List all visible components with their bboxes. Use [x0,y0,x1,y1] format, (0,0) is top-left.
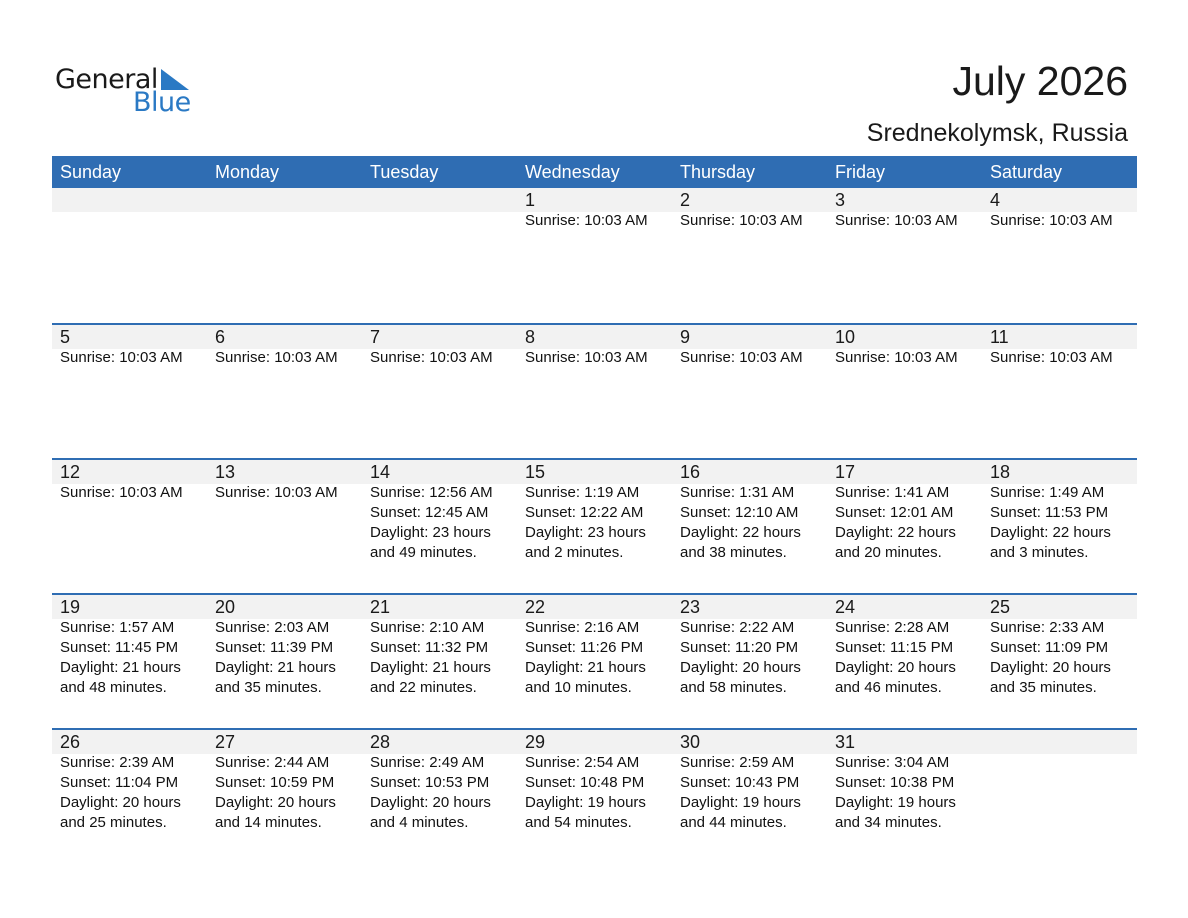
day-number: 4 [990,190,1001,210]
day-number: 14 [370,462,391,482]
day-number [60,189,207,211]
day-number: 19 [60,597,81,617]
day-cell [982,595,1137,728]
week-days [52,595,1137,728]
day-number [215,189,362,211]
calendar-week [52,323,1137,458]
sunset-text: Sunset: 11:04 PM [60,774,179,791]
daylight-minutes-text: and 58 minutes. [680,679,787,696]
day-number: 9 [680,327,691,347]
weekday-sunday: Sunday [60,162,122,182]
day-cell [517,325,672,458]
empty-day-cell [207,188,362,323]
sunset-text: Sunset: 11:20 PM [680,639,799,656]
sunrise-text: Sunrise: 1:49 AM [990,484,1105,501]
sunrise-text: Sunrise: 10:03 AM [370,349,493,366]
daylight-text: Daylight: 22 hours [680,524,801,541]
weekday-saturday: Saturday [990,162,1063,182]
day-cell [827,730,982,863]
day-number: 20 [215,597,236,617]
sunset-text: Sunset: 12:10 AM [680,504,799,521]
day-cell [827,460,982,593]
day-cell [517,188,672,323]
daylight-minutes-text: and 48 minutes. [60,679,167,696]
day-number: 25 [990,597,1011,617]
day-cell [52,730,207,863]
day-cell [672,188,827,323]
daylight-minutes-text: and 44 minutes. [680,814,787,831]
day-cell [517,460,672,593]
sunrise-text: Sunrise: 10:03 AM [990,349,1113,366]
daylight-minutes-text: and 4 minutes. [370,814,469,831]
daylight-minutes-text: and 49 minutes. [370,544,477,561]
day-number [990,731,1137,753]
location-subtitle: Srednekolymsk, Russia [866,119,1128,147]
day-cell [827,595,982,728]
daylight-minutes-text: and 2 minutes. [525,544,624,561]
empty-day-cell [52,188,207,323]
sunrise-text: Sunrise: 10:03 AM [525,349,648,366]
daylight-minutes-text: and 25 minutes. [60,814,167,831]
weekday-header [52,156,1137,188]
day-number: 30 [680,732,701,752]
day-cell [362,460,517,593]
calendar-week [52,593,1137,728]
day-number: 27 [215,732,236,752]
day-cell [827,188,982,323]
sunrise-text: Sunrise: 2:16 AM [525,619,640,636]
weekday-monday: Monday [215,162,280,182]
daylight-text: Daylight: 20 hours [370,794,491,811]
daylight-text: Daylight: 20 hours [680,659,801,676]
day-cell [672,325,827,458]
sunrise-text: Sunrise: 2:44 AM [215,754,330,771]
logo-general-text: General [55,64,158,95]
sunrise-text: Sunrise: 2:10 AM [370,619,485,636]
day-number: 23 [680,597,701,617]
day-cell [362,325,517,458]
logo-blue-text: Blue [133,87,191,118]
daylight-text: Daylight: 23 hours [525,524,646,541]
daylight-text: Daylight: 22 hours [835,524,956,541]
week-days [52,730,1137,863]
sunset-text: Sunset: 11:32 PM [370,639,489,656]
sunrise-text: Sunrise: 10:03 AM [215,484,338,501]
sunrise-text: Sunrise: 12:56 AM [370,484,493,501]
sunrise-text: Sunrise: 10:03 AM [60,484,183,501]
sunset-text: Sunset: 12:01 AM [835,504,954,521]
sunrise-text: Sunrise: 10:03 AM [60,349,183,366]
sunset-text: Sunset: 10:38 PM [835,774,955,791]
sunrise-text: Sunrise: 2:49 AM [370,754,485,771]
sunrise-text: Sunrise: 1:19 AM [525,484,640,501]
daylight-minutes-text: and 3 minutes. [990,544,1089,561]
day-number: 29 [525,732,546,752]
sunset-text: Sunset: 10:48 PM [525,774,645,791]
day-cell [827,325,982,458]
daylight-minutes-text: and 34 minutes. [835,814,942,831]
day-number: 22 [525,597,546,617]
empty-day-cell [982,730,1137,863]
day-number: 15 [525,462,546,482]
daylight-text: Daylight: 19 hours [525,794,646,811]
day-number: 6 [215,327,226,347]
sunrise-text: Sunrise: 10:03 AM [215,349,338,366]
sunset-text: Sunset: 10:59 PM [215,774,335,791]
daylight-text: Daylight: 20 hours [60,794,181,811]
sunrise-text: Sunrise: 2:28 AM [835,619,950,636]
day-cell [672,460,827,593]
day-number: 21 [370,597,391,617]
daylight-text: Daylight: 20 hours [215,794,336,811]
daylight-text: Daylight: 21 hours [215,659,336,676]
day-cell [207,595,362,728]
day-number: 16 [680,462,701,482]
daylight-minutes-text: and 35 minutes. [215,679,322,696]
sunset-text: Sunset: 11:15 PM [835,639,954,656]
day-cell [982,188,1137,323]
daylight-text: Daylight: 22 hours [990,524,1111,541]
logo [55,64,215,120]
sunrise-text: Sunrise: 10:03 AM [990,212,1113,229]
sunrise-text: Sunrise: 10:03 AM [835,212,958,229]
daylight-minutes-text: and 46 minutes. [835,679,942,696]
day-number: 8 [525,327,536,347]
daylight-text: Daylight: 19 hours [680,794,801,811]
sunset-text: Sunset: 10:53 PM [370,774,490,791]
daylight-minutes-text: and 38 minutes. [680,544,787,561]
daylight-minutes-text: and 14 minutes. [215,814,322,831]
sunrise-text: Sunrise: 2:39 AM [60,754,175,771]
weekday-thursday: Thursday [680,162,756,182]
sunrise-text: Sunrise: 2:54 AM [525,754,640,771]
sunset-text: Sunset: 11:09 PM [990,639,1109,656]
week-days [52,188,1137,323]
calendar-week [52,188,1137,323]
sunset-text: Sunset: 11:26 PM [525,639,644,656]
day-cell [207,460,362,593]
sunset-text: Sunset: 11:39 PM [215,639,334,656]
sunrise-text: Sunrise: 3:04 AM [835,754,950,771]
sunrise-text: Sunrise: 2:59 AM [680,754,795,771]
sunrise-text: Sunrise: 10:03 AM [835,349,958,366]
day-cell [52,595,207,728]
day-number: 31 [835,732,856,752]
day-number [370,189,517,211]
sunset-text: Sunset: 11:53 PM [990,504,1109,521]
calendar-week [52,728,1137,863]
sunrise-text: Sunrise: 10:03 AM [680,349,803,366]
daylight-text: Daylight: 19 hours [835,794,956,811]
day-number: 3 [835,190,846,210]
day-cell [517,595,672,728]
daylight-minutes-text: and 20 minutes. [835,544,942,561]
daylight-text: Daylight: 21 hours [60,659,181,676]
sunrise-text: Sunrise: 2:33 AM [990,619,1105,636]
day-cell [362,595,517,728]
empty-day-cell [362,188,517,323]
day-cell [52,325,207,458]
sunrise-text: Sunrise: 10:03 AM [525,212,648,229]
daylight-text: Daylight: 20 hours [990,659,1111,676]
day-cell [672,730,827,863]
day-cell [982,460,1137,593]
sunrise-text: Sunrise: 1:57 AM [60,619,175,636]
sunset-text: Sunset: 12:22 AM [525,504,644,521]
daylight-minutes-text: and 54 minutes. [525,814,632,831]
sunrise-text: Sunrise: 10:03 AM [680,212,803,229]
day-number: 17 [835,462,856,482]
day-cell [207,325,362,458]
day-number: 2 [680,190,691,210]
day-number: 12 [60,462,81,482]
day-number: 18 [990,462,1011,482]
day-cell [362,730,517,863]
daylight-text: Daylight: 23 hours [370,524,491,541]
daylight-minutes-text: and 35 minutes. [990,679,1097,696]
calendar-week [52,458,1137,593]
daylight-minutes-text: and 22 minutes. [370,679,477,696]
weekday-wednesday: Wednesday [525,162,620,182]
sunrise-text: Sunrise: 2:22 AM [680,619,795,636]
sunrise-text: Sunrise: 1:41 AM [835,484,950,501]
day-number: 24 [835,597,856,617]
week-days [52,325,1137,458]
day-number: 26 [60,732,81,752]
day-cell [982,325,1137,458]
day-number: 1 [525,190,536,210]
weekday-tuesday: Tuesday [370,162,439,182]
sunrise-text: Sunrise: 2:03 AM [215,619,330,636]
day-cell [517,730,672,863]
daylight-minutes-text: and 10 minutes. [525,679,632,696]
day-number: 13 [215,462,236,482]
daylight-text: Daylight: 21 hours [370,659,491,676]
daylight-text: Daylight: 20 hours [835,659,956,676]
weekday-friday: Friday [835,162,886,182]
day-number: 7 [370,327,381,347]
day-cell [52,460,207,593]
sunset-text: Sunset: 10:43 PM [680,774,800,791]
daylight-text: Daylight: 21 hours [525,659,646,676]
sunrise-text: Sunrise: 1:31 AM [680,484,795,501]
sunset-text: Sunset: 11:45 PM [60,639,179,656]
day-number: 11 [990,327,1009,347]
week-days [52,460,1137,593]
day-number: 5 [60,327,71,347]
day-number: 28 [370,732,391,752]
day-cell [207,730,362,863]
page-title: July 2026 [952,58,1128,104]
sunset-text: Sunset: 12:45 AM [370,504,489,521]
day-cell [672,595,827,728]
day-number: 10 [835,327,856,347]
